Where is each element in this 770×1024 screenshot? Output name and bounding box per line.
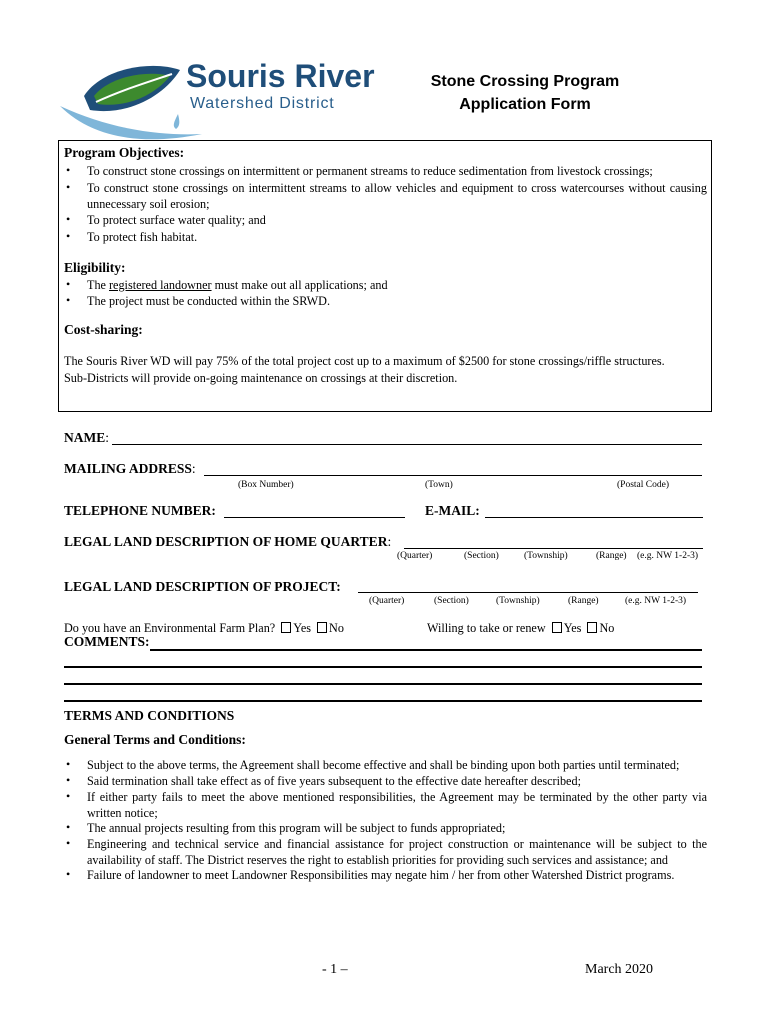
comments-line-1[interactable] [150, 649, 702, 651]
comments-line-3[interactable] [64, 683, 702, 685]
general-terms-heading: General Terms and Conditions: [64, 732, 246, 747]
legal-home-quarter-text: LEGAL LAND DESCRIPTION OF HOME QUARTER [64, 534, 388, 549]
cost-sharing-line-1: The Souris River WD will pay 75% of the total project cost up to a maximum of $2500 for stone crossings/riffle structures. [64, 354, 665, 368]
comments-label: COMMENTS: [64, 634, 150, 649]
terms-item: Failure of landowner to meet Landowner Responsibilities may negate him / her from other Watershed District programs. [87, 868, 675, 882]
cost-sharing-heading: Cost-sharing: [64, 322, 143, 337]
bullet: • [66, 789, 71, 803]
township-caption: (Township) [524, 551, 568, 561]
renew-question: Willing to take or renew [427, 621, 546, 635]
logo-water-drop [174, 114, 179, 129]
legal-home-quarter-field[interactable] [404, 548, 703, 549]
bullet: • [66, 293, 71, 307]
section-caption: (Section) [464, 551, 499, 561]
renew-yes-label: Yes [563, 621, 582, 635]
farm-plan-question: Do you have an Environmental Farm Plan? [64, 621, 276, 635]
farm-plan-no-label: No [329, 621, 344, 635]
objective-item: To construct stone crossings on intermittent streams to allow vehicles and equipment to cross watercourses without causing unnecessary soil erosion; [87, 181, 707, 211]
township-caption: (Township) [496, 596, 540, 606]
logo-subtitle: Watershed District [190, 95, 335, 112]
bullet: • [66, 867, 71, 881]
revision-date: March 2020 [585, 962, 654, 977]
page-number: - 1 – [322, 962, 348, 977]
telephone-label: TELEPHONE NUMBER: [64, 503, 216, 518]
telephone-field[interactable] [224, 517, 405, 518]
name-colon: : [105, 430, 110, 445]
objective-item: To protect fish habitat. [87, 230, 198, 244]
farm-plan-no-checkbox[interactable] [317, 622, 327, 633]
bullet: • [66, 163, 71, 177]
legal-project-field[interactable] [358, 592, 698, 593]
terms-item: Subject to the above terms, the Agreement shall become effective and shall be binding upon both parties until terminated; [87, 758, 680, 772]
example-caption: (e.g. NW 1-2-3) [637, 551, 699, 561]
bullet: • [66, 836, 71, 850]
name-field[interactable] [112, 444, 702, 445]
postal-code-caption: (Postal Code) [617, 480, 669, 490]
renew-no-label: No [599, 621, 615, 635]
quarter-caption: (Quarter) [369, 596, 405, 606]
farm-plan-yes-label: Yes [293, 621, 311, 635]
eligibility-item-1 [87, 277, 707, 293]
mailing-address-field[interactable] [204, 475, 702, 476]
terms-item: Engineering and technical service and financial assistance for project construction or maintenance will be subject to the availability of staff. The District reserves the right to establish priorities for providing such services and assistance; and [87, 837, 707, 867]
example-caption: (e.g. NW 1-2-3) [625, 596, 687, 606]
mailing-address-label [64, 461, 196, 477]
town-caption: (Town) [425, 480, 453, 490]
bullet: • [66, 277, 71, 291]
eligibility-heading: Eligibility: [64, 260, 126, 275]
eligibility-text: The [87, 278, 109, 292]
terms-item: Said termination shall take effect as of five years subsequent to the effective date hereafter described; [87, 774, 581, 788]
comments-line-2[interactable] [64, 666, 702, 668]
renew-no-checkbox[interactable] [587, 622, 597, 633]
terms-heading: TERMS AND CONDITIONS [64, 708, 235, 723]
mailing-address-colon: : [191, 461, 196, 476]
bullet: • [66, 180, 71, 194]
renew-row [427, 620, 614, 636]
quarter-caption: (Quarter) [397, 551, 433, 561]
name-label [64, 430, 109, 446]
range-caption: (Range) [568, 596, 599, 606]
objectives-heading: Program Objectives: [64, 145, 185, 160]
email-field[interactable] [485, 517, 703, 518]
email-label: E-MAIL: [425, 503, 480, 518]
mailing-address-label-text: MAILING ADDRESS [64, 461, 192, 476]
section-caption: (Section) [434, 596, 469, 606]
renew-yes-checkbox[interactable] [552, 622, 562, 633]
terms-item: The annual projects resulting from this program will be subject to funds appropriated; [87, 821, 506, 835]
bullet: • [66, 757, 71, 771]
form-title [380, 70, 670, 116]
bullet: • [66, 212, 71, 226]
cost-sharing-line-2: Sub-Districts will provide on-going maintenance on crossings at their discretion. [64, 371, 458, 385]
logo-water-swoosh [60, 106, 202, 139]
farm-plan-yes-checkbox[interactable] [281, 622, 291, 633]
objective-item: To construct stone crossings on intermittent or permanent streams to reduce sedimentation from livestock crossings; [87, 164, 653, 178]
bullet: • [66, 229, 71, 243]
legal-home-quarter-colon: : [387, 534, 392, 549]
form-title-line-1: Stone Crossing Program [430, 73, 620, 90]
eligibility-item-2: The project must be conducted within the SRWD. [87, 294, 331, 308]
legal-project-label: LEGAL LAND DESCRIPTION OF PROJECT: [64, 579, 341, 594]
comments-line-4[interactable] [64, 700, 702, 702]
legal-home-quarter-label [64, 534, 391, 550]
bullet: • [66, 820, 71, 834]
eligibility-text: must make out all applications; and [211, 278, 388, 292]
form-title-line-2: Application Form [459, 96, 591, 113]
terms-item: If either party fails to meet the above mentioned responsibilities, the Agreement may be terminated by the other party via written notice; [87, 790, 707, 820]
range-caption: (Range) [596, 551, 627, 561]
logo-title: Souris River [186, 58, 375, 94]
box-number-caption: (Box Number) [238, 480, 294, 490]
objective-item: To protect surface water quality; and [87, 213, 266, 227]
bullet: • [66, 773, 71, 787]
name-label-text: NAME [64, 430, 106, 445]
registered-landowner-text: registered landowner [109, 278, 212, 292]
